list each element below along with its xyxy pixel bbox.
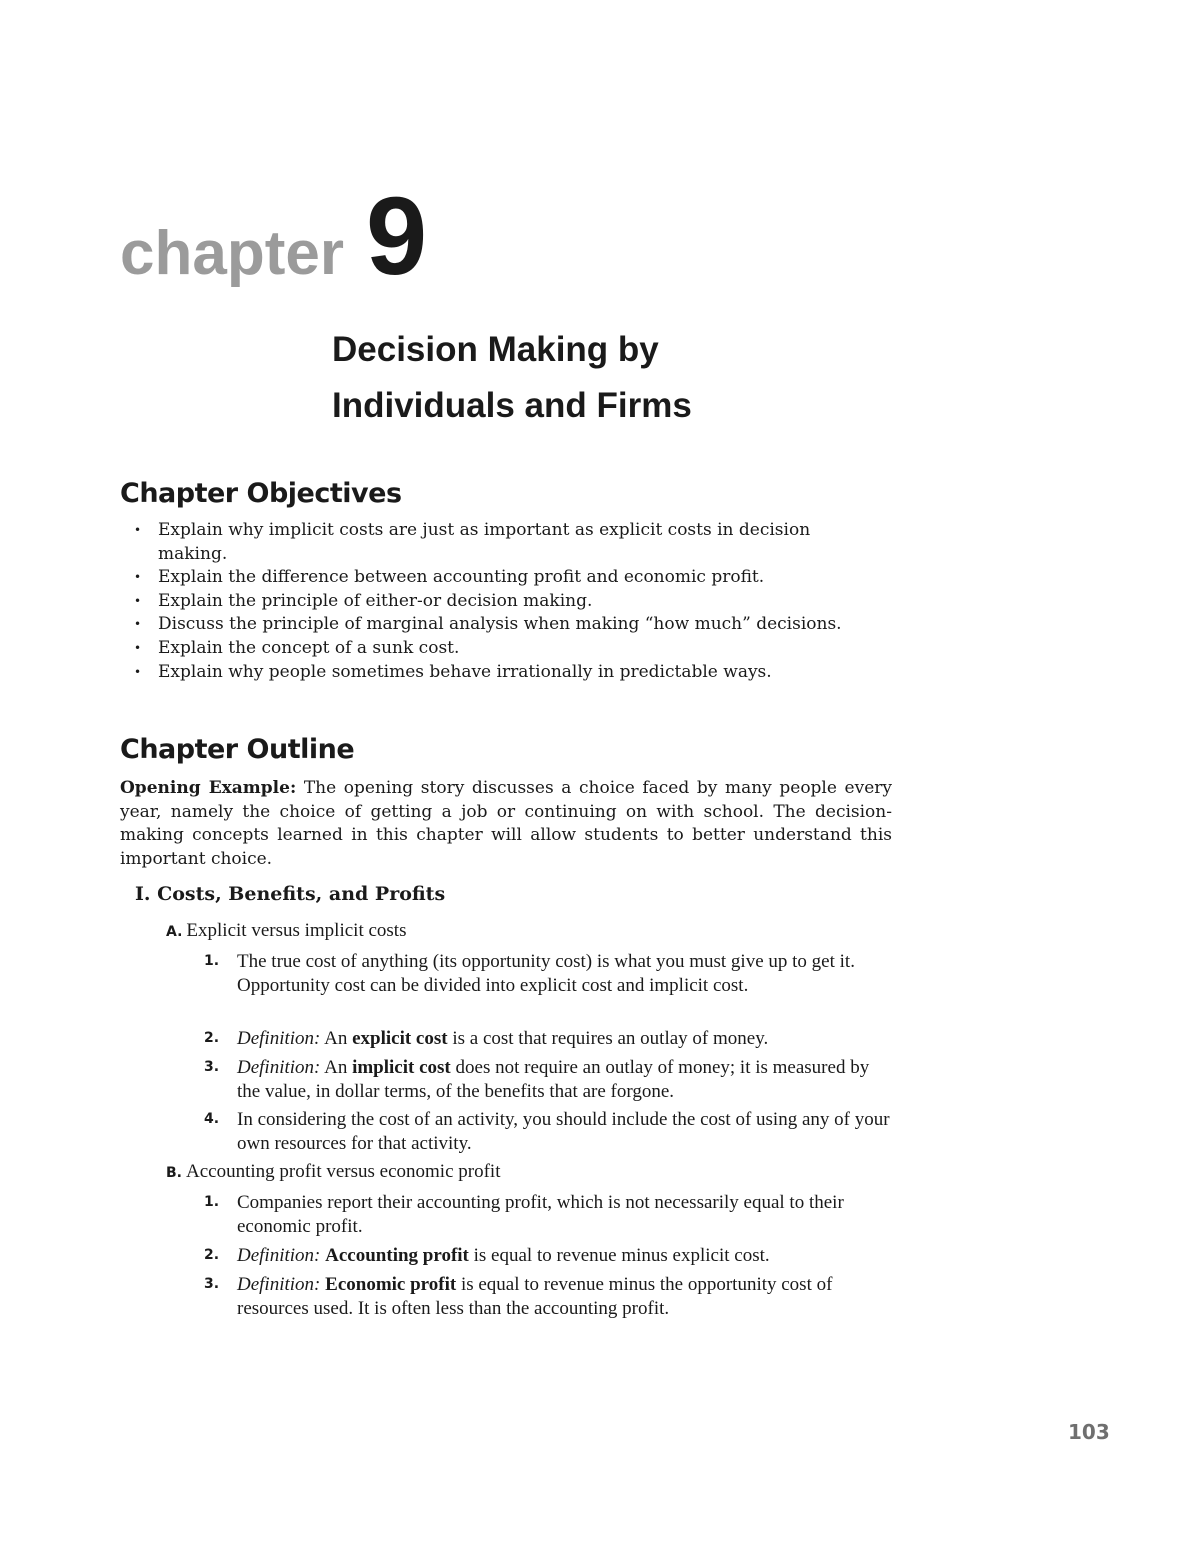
objective-item: • Explain the concept of a sunk cost. — [132, 637, 852, 661]
chapter-title-line-2: Individuals and Firms — [332, 386, 692, 425]
item-number: 2. — [204, 1030, 220, 1046]
defined-term: implicit cost — [352, 1057, 451, 1078]
chapter-heading — [120, 175, 428, 298]
item-text: An — [324, 1057, 348, 1078]
item-text: In considering the cost of an activity, you should include the cost of using any of your own resources for that activity. — [237, 1109, 890, 1154]
outline-item — [204, 1108, 904, 1155]
item-number: 1. — [204, 953, 220, 969]
outline-item — [204, 1056, 904, 1103]
objective-item: • Explain why implicit costs are just as important as explicit costs in decision making. — [132, 519, 852, 566]
outline-item — [204, 1191, 904, 1238]
item-number: 2. — [204, 1247, 220, 1263]
chapter-title-line-1: Decision Making by — [332, 330, 659, 369]
item-text: is equal to revenue minus explicit cost. — [473, 1245, 770, 1266]
definition-label: Definition: — [237, 1245, 321, 1266]
objective-item: • Explain why people sometimes behave irrationally in predictable ways. — [132, 661, 852, 685]
subsection-A — [166, 920, 406, 942]
definition-label: Definition: — [237, 1274, 321, 1295]
definition-label: Definition: — [237, 1057, 321, 1078]
chapter-number: 9 — [365, 175, 428, 298]
subsection-letter: A. — [166, 924, 183, 940]
section-heading-I: I. Costs, Benefits, and Profits — [135, 883, 446, 905]
outline-item — [204, 950, 904, 997]
outline-item — [204, 1244, 904, 1268]
item-number: 3. — [204, 1276, 220, 1292]
defined-term: Economic profit — [325, 1274, 457, 1295]
opening-example-text: The opening story discusses a choice faced by many people every year, namely the choice of getting a job or continuing on with school. The decision-making concepts learned in this chapter will allow students to better understand this important choice. — [120, 778, 892, 869]
chapter-title — [332, 322, 692, 434]
outline-item — [204, 1273, 904, 1320]
objective-item: • Explain the principle of either-or decision making. — [132, 590, 852, 614]
objective-item: • Discuss the principle of marginal analysis when making “how much” decisions. — [132, 613, 852, 637]
opening-example — [120, 777, 892, 871]
outline-heading: Chapter Outline — [120, 734, 355, 765]
item-number: 1. — [204, 1194, 220, 1210]
subsection-letter: B. — [166, 1165, 182, 1181]
item-text: The true cost of anything (its opportunity cost) is what you must give up to get it. Opportunity cost can be divided into explicit cost and implicit cost. — [237, 951, 855, 996]
item-text: does not require an outlay of money; it is measured by the value, in dollar terms, of the benefits that are forgone. — [237, 1057, 870, 1102]
page-number: 103 — [1068, 1420, 1110, 1444]
item-number: 4. — [204, 1111, 220, 1127]
item-text: An — [324, 1028, 348, 1049]
item-text: Companies report their accounting profit, which is not necessarily equal to their economic profit. — [237, 1192, 844, 1237]
chapter-word: chapter — [120, 219, 344, 288]
subsection-B — [166, 1161, 500, 1183]
subsection-label: Accounting profit versus economic profit — [186, 1161, 501, 1182]
subsection-label: Explicit versus implicit costs — [186, 920, 407, 941]
item-text: is equal to revenue minus the opportunity cost of resources used. It is often less than the accounting profit. — [237, 1274, 833, 1319]
item-number: 3. — [204, 1059, 220, 1075]
outline-item — [204, 1027, 904, 1051]
opening-example-label: Opening Example: — [120, 778, 297, 798]
defined-term: Accounting profit — [325, 1245, 469, 1266]
objectives-heading: Chapter Objectives — [120, 478, 402, 509]
defined-term: explicit cost — [352, 1028, 448, 1049]
item-text: is a cost that requires an outlay of money. — [452, 1028, 769, 1049]
definition-label: Definition: — [237, 1028, 321, 1049]
objective-item: • Explain the difference between accounting profit and economic profit. — [132, 566, 852, 590]
objectives-list — [132, 519, 852, 684]
